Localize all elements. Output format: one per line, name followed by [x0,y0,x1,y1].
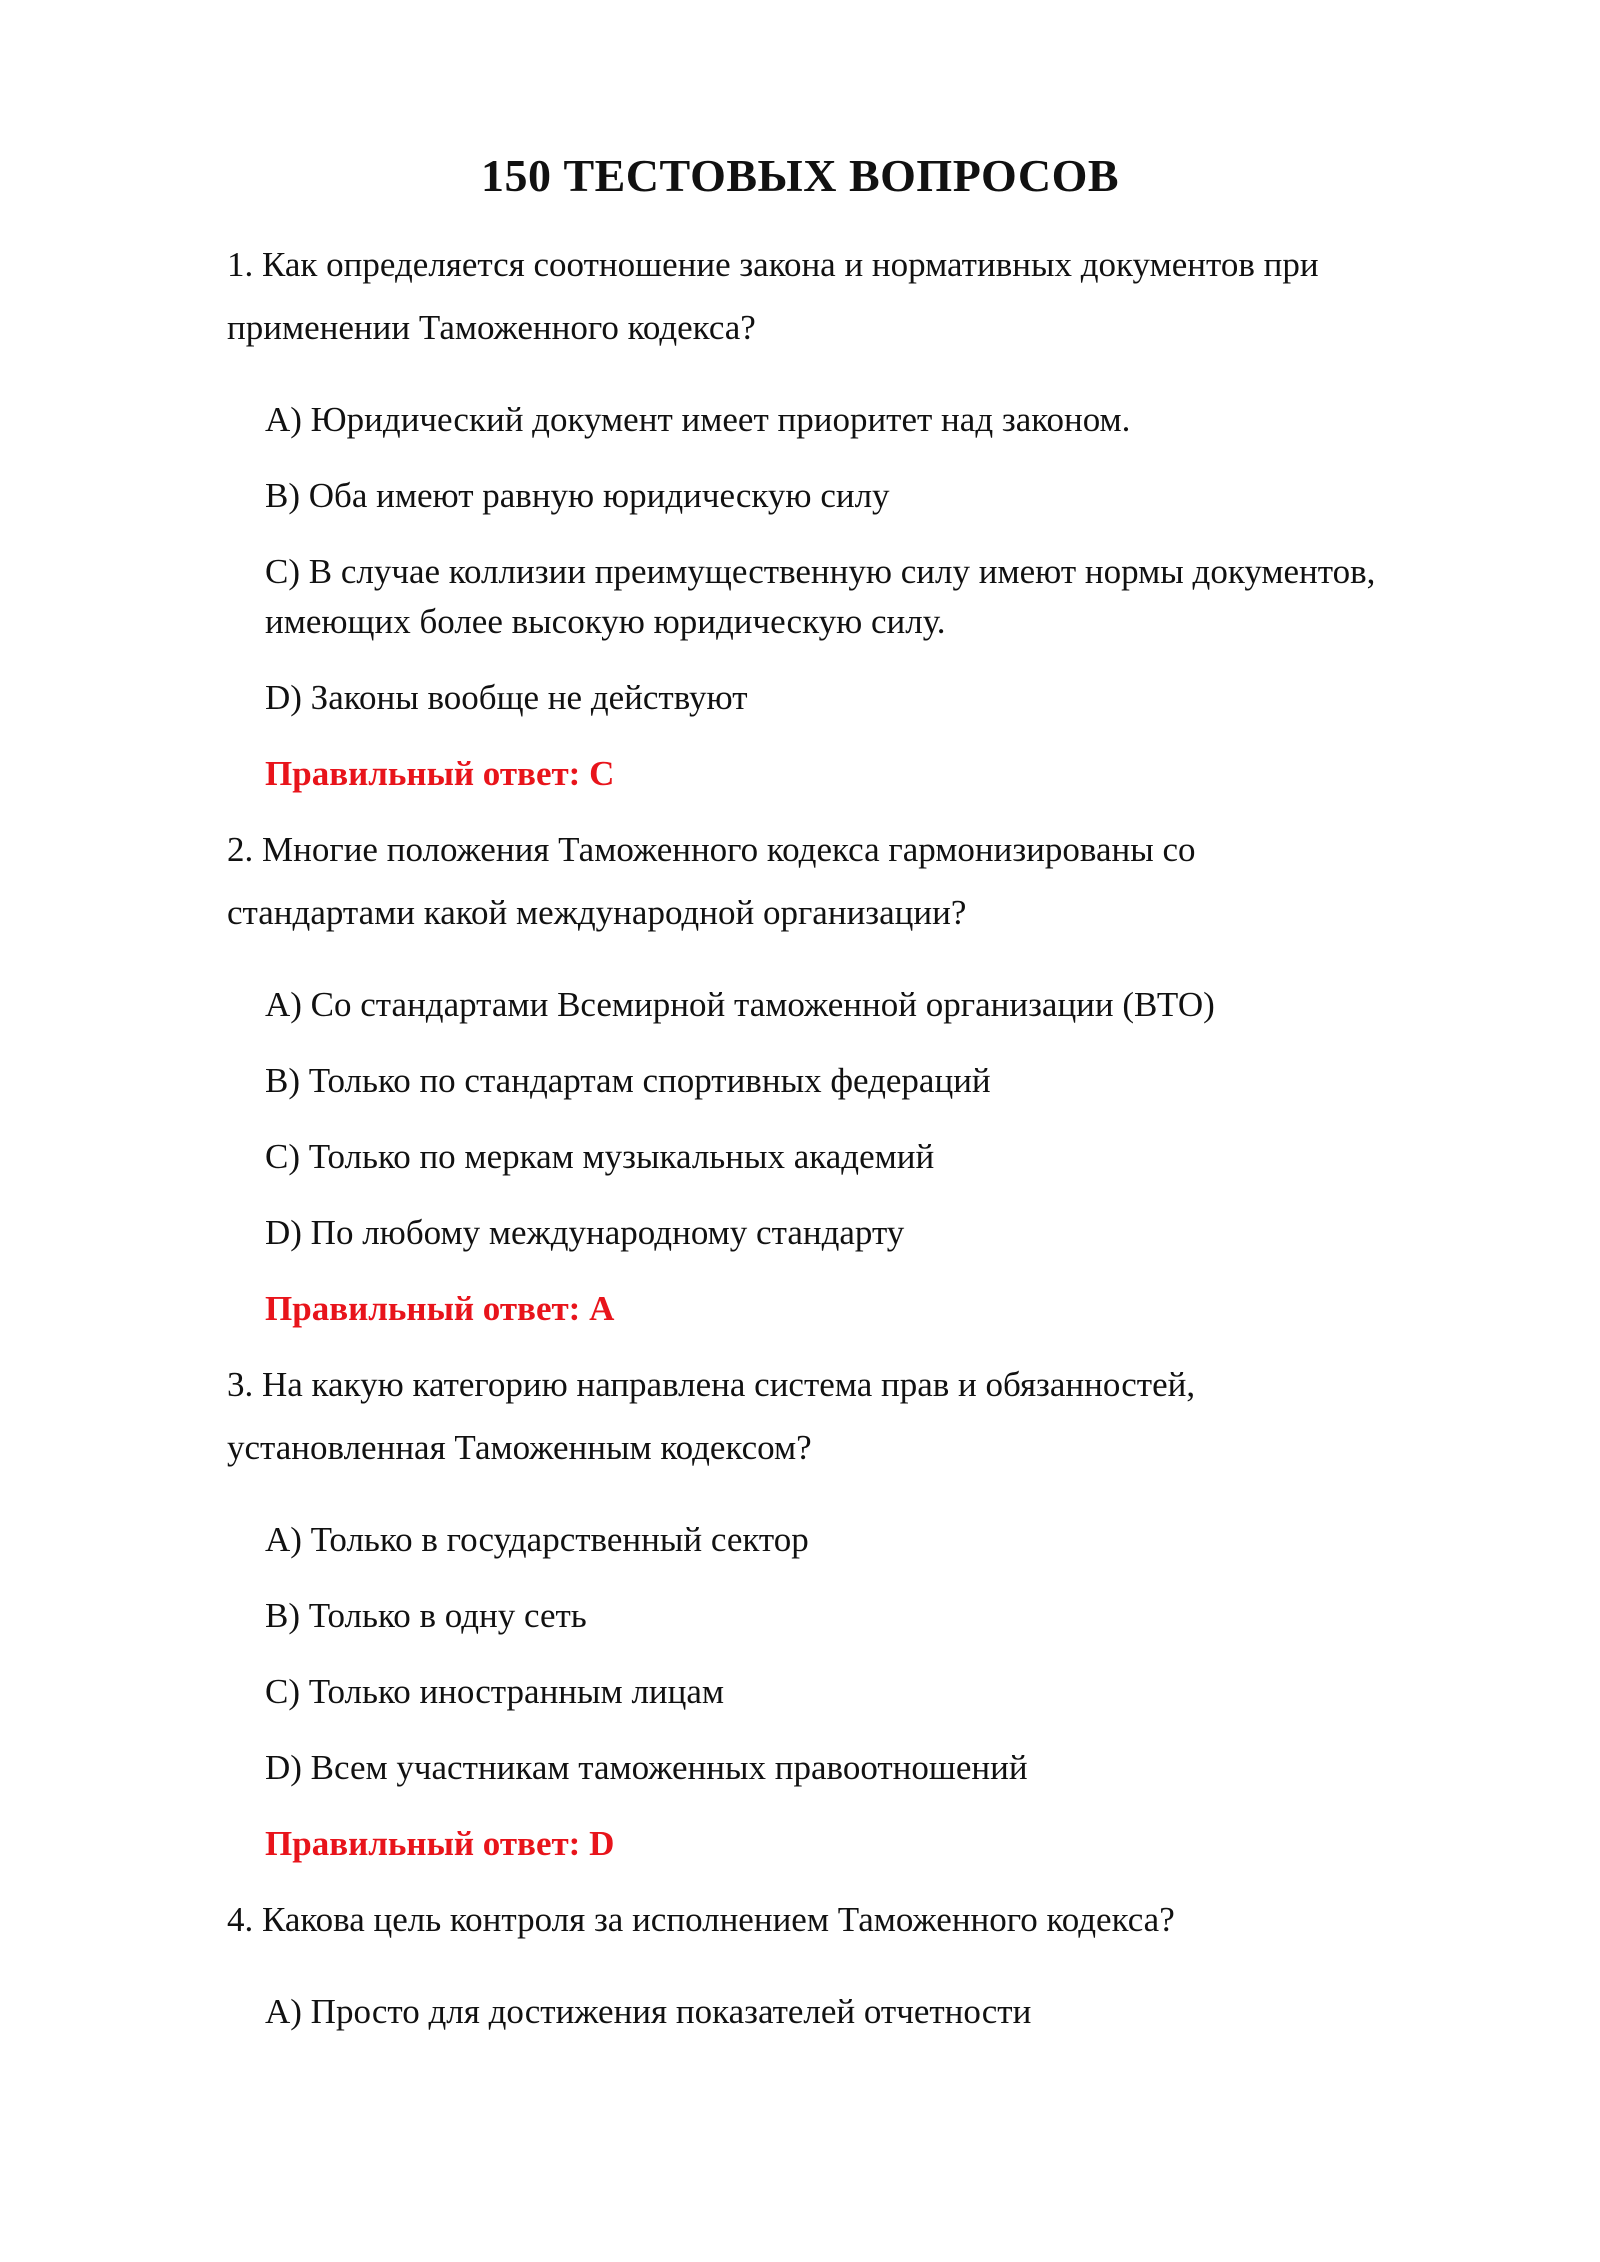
question-3-option-c: C) Только иностранным лицам [265,1672,725,1711]
question-1-option-c-line-2: имеющих более высокую юридическую силу. [265,602,946,641]
question-3-option-d: D) Всем участникам таможенных правоотношений [265,1748,1028,1787]
question-2-option-b: B) Только по стандартам спортивных федераций [265,1061,991,1100]
question-2-option-c: C) Только по меркам музыкальных академий [265,1137,935,1176]
question-3-option-a: A) Только в государственный сектор [265,1520,809,1559]
question-2-option-d: D) По любому международному стандарту [265,1213,905,1252]
question-1-text-line-2: применении Таможенного кодекса? [227,308,756,347]
question-1-text-line-1: 1. Как определяется соотношение закона и нормативных документов при [227,245,1319,284]
question-2-text-line-1: 2. Многие положения Таможенного кодекса гармонизированы со [227,830,1196,869]
question-1-option-b: B) Оба имеют равную юридическую силу [265,476,890,515]
question-3-text-line-2: установленная Таможенным кодексом? [227,1428,812,1467]
question-1-correct-answer: Правильный ответ: C [265,754,615,793]
question-4-text-line-1: 4. Какова цель контроля за исполнением Таможенного кодекса? [227,1900,1175,1939]
question-3-text-line-1: 3. На какую категорию направлена система прав и обязанностей, [227,1365,1196,1404]
document-title: 150 ТЕСТОВЫХ ВОПРОСОВ [480,150,1120,201]
question-2-option-a: A) Со стандартами Всемирной таможенной организации (ВТО) [265,985,1215,1024]
question-2-text-line-2: стандартами какой международной организации? [227,893,967,932]
question-2-correct-answer: Правильный ответ: A [265,1289,615,1328]
question-1-option-c-line-1: C) В случае коллизии преимущественную силу имеют нормы документов, [265,552,1376,591]
question-1-option-d: D) Законы вообще не действуют [265,678,748,717]
question-4-option-a: A) Просто для достижения показателей отчетности [265,1992,1032,2031]
question-3-correct-answer: Правильный ответ: D [265,1824,615,1863]
question-3-option-b: B) Только в одну сеть [265,1596,587,1635]
question-1-option-a: A) Юридический документ имеет приоритет над законом. [265,400,1131,439]
